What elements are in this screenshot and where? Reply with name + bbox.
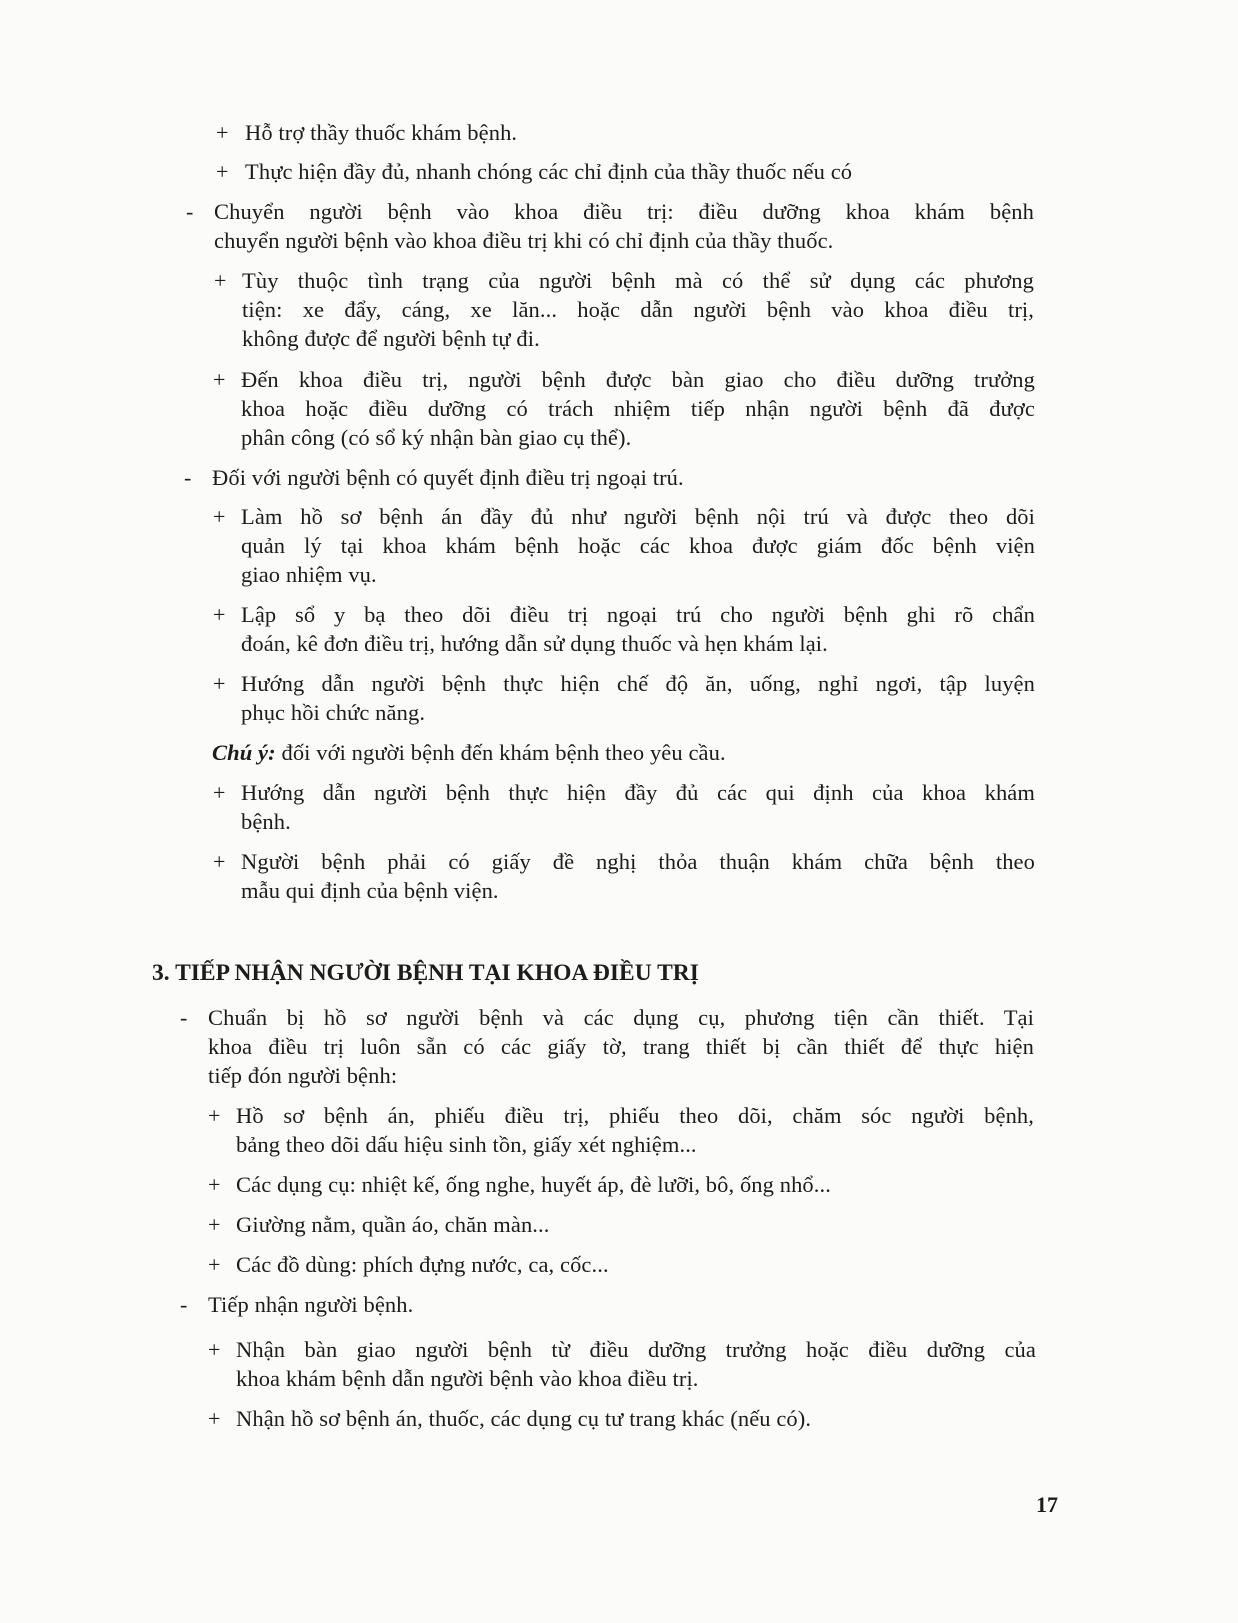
text-line: không được để người bệnh tự đi.	[242, 326, 540, 351]
text-line: Đến khoa điều trị, người bệnh được bàn giao cho điều dưỡng trưởng	[241, 367, 1035, 392]
bullet-marker: +	[208, 1212, 221, 1237]
text-line: Hỗ trợ thầy thuốc khám bệnh.	[245, 120, 518, 145]
text-line: Lập sổ y bạ theo dõi điều trị ngoại trú cho người bệnh ghi rõ chẩn	[241, 602, 1035, 627]
text-line: giao nhiệm vụ.	[241, 562, 377, 587]
text-line: bệnh.	[241, 809, 291, 834]
text-line: Nhận bàn giao người bệnh từ điều dưỡng trưởng hoặc điều dưỡng của	[236, 1337, 1036, 1362]
text-line: Đối với người bệnh có quyết định điều trị ngoại trú.	[212, 465, 684, 490]
text-line: Hồ sơ bệnh án, phiếu điều trị, phiếu theo dõi, chăm sóc người bệnh,	[236, 1103, 1034, 1128]
text-line: Tùy thuộc tình trạng của người bệnh mà có thể sử dụng các phương	[242, 268, 1034, 293]
section-heading: 3. TIẾP NHẬN NGƯỜI BỆNH TẠI KHOA ĐIỀU TRỊ	[152, 960, 699, 986]
text-line: đoán, kê đơn điều trị, hướng dẫn sử dụng thuốc và hẹn khám lại.	[241, 631, 828, 656]
bullet-marker: +	[208, 1172, 221, 1197]
bullet-marker: +	[213, 602, 226, 627]
bullet-marker: +	[213, 367, 226, 392]
bullet-marker: +	[213, 504, 226, 529]
bullet-marker: +	[208, 1103, 221, 1128]
text-line: khoa khám bệnh dẫn người bệnh vào khoa điều trị.	[236, 1366, 699, 1391]
bullet-marker: +	[216, 120, 229, 145]
dash-marker: -	[180, 1005, 188, 1030]
bullet-marker: +	[214, 268, 227, 293]
text-line: Hướng dẫn người bệnh thực hiện đầy đủ các qui định của khoa khám	[241, 780, 1035, 805]
text-line: Người bệnh phải có giấy đề nghị thỏa thuận khám chữa bệnh theo	[241, 849, 1035, 874]
text-line: Làm hồ sơ bệnh án đầy đủ như người bệnh nội trú và được theo dõi	[241, 504, 1035, 529]
text-line: phục hồi chức năng.	[241, 700, 426, 725]
text-line: Các đồ dùng: phích đựng nước, ca, cốc...	[236, 1252, 609, 1277]
dash-marker: -	[184, 465, 192, 490]
text-line: chuyển người bệnh vào khoa điều trị khi có chỉ định của thầy thuốc.	[214, 228, 834, 253]
bullet-marker: +	[213, 849, 226, 874]
bullet-marker: +	[213, 780, 226, 805]
dash-marker: -	[180, 1292, 188, 1317]
text-line: khoa điều trị luôn sẵn có các giấy tờ, trang thiết bị cần thiết để thực hiện	[208, 1034, 1034, 1059]
text-line: bảng theo dõi dấu hiệu sinh tồn, giấy xét nghiệm...	[236, 1132, 697, 1157]
text-line: Chuyển người bệnh vào khoa điều trị: điều dưỡng khoa khám bệnh	[214, 199, 1034, 224]
text-line: tiện: xe đẩy, cáng, xe lăn... hoặc dẫn người bệnh vào khoa điều trị,	[242, 297, 1034, 322]
bullet-marker: +	[208, 1337, 221, 1362]
bullet-marker: +	[208, 1252, 221, 1277]
text-line: Hướng dẫn người bệnh thực hiện chế độ ăn, uống, nghỉ ngơi, tập luyện	[241, 671, 1035, 696]
dash-marker: -	[186, 199, 194, 224]
text-line: Tiếp nhận người bệnh.	[208, 1292, 414, 1317]
text-line: quản lý tại khoa khám bệnh hoặc các khoa được giám đốc bệnh viện	[241, 533, 1035, 558]
text-line: tiếp đón người bệnh:	[208, 1063, 398, 1088]
note-line	[212, 738, 726, 768]
text-line: mẫu qui định của bệnh viện.	[241, 878, 499, 903]
text-line: Chuẩn bị hồ sơ người bệnh và các dụng cụ, phương tiện cần thiết. Tại	[208, 1005, 1034, 1030]
bullet-marker: +	[208, 1406, 221, 1431]
note-text: đối với người bệnh đến khám bệnh theo yêu cầu.	[275, 740, 726, 765]
note-label: Chú ý:	[212, 740, 276, 765]
bullet-marker: +	[216, 159, 229, 184]
page-number: 17	[1036, 1492, 1058, 1517]
text-line: khoa hoặc điều dưỡng có trách nhiệm tiếp nhận người bệnh đã được	[241, 396, 1035, 421]
text-line: Nhận hồ sơ bệnh án, thuốc, các dụng cụ tư trang khác (nếu có).	[236, 1406, 812, 1431]
text-line: Giường nằm, quần áo, chăn màn...	[236, 1212, 550, 1237]
text-line: phân công (có sổ ký nhận bàn giao cụ thể).	[241, 425, 632, 450]
text-line: Các dụng cụ: nhiệt kế, ống nghe, huyết áp, đè lưỡi, bô, ống nhổ...	[236, 1172, 831, 1197]
text-line: Thực hiện đầy đủ, nhanh chóng các chỉ định của thầy thuốc nếu có	[245, 159, 853, 184]
bullet-marker: +	[213, 671, 226, 696]
